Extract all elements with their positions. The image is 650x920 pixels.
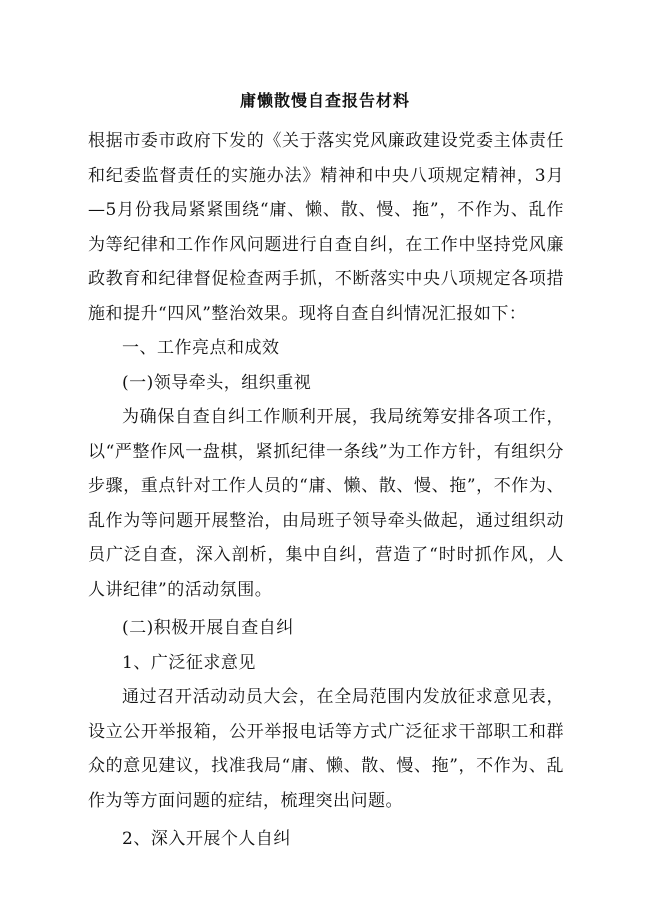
- body-paragraph-1: 为确保自查自纠工作顺利开展，我局统筹安排各项工作，以“严整作风一盘棋，紧抓纪律一条线”为工作方针，有组织分步骤，重点针对工作人员的“庸、懒、散、慢、拖”，不作为、乱作为等问题开展整治，由局班子领导牵头做起，通过组织动员广泛自查，深入剖析，集中自纠，营造了“时时抓作风，人人讲纪律”的活动氛围。: [88, 407, 564, 600]
- section-heading-1: 一、工作亮点和成效: [122, 338, 280, 358]
- item-heading-1: 1、广泛征求意见: [122, 652, 256, 673]
- intro-paragraph: 根据市委市政府下发的《关于落实党风廉政建设党委主体责任和纪委监督责任的实施办法》精神和中央八项规定精神，3月—5月份我局紧紧围绕“庸、懒、散、慢、拖”，不作为、乱作为等纪律和工作作风问题进行自查自纠，在工作中坚持党风廉政教育和纪律督促检查两手抓，不断落实中央八项规定各项措施和提升“四风”整治效果。现将自查自纠情况汇报如下：: [88, 131, 564, 324]
- body-paragraph-2: 通过召开活动动员大会，在全局范围内发放征求意见表，设立公开举报箱，公开举报电话等方式广泛征求干部职工和群众的意见建议，找准我局“庸、懒、散、慢、拖”，不作为、乱作为等方面问题的症结，梳理突出问题。: [88, 687, 564, 811]
- document-body: [88, 124, 564, 857]
- item-heading-2: 2、深入开展个人自纠: [122, 829, 291, 849]
- subsection-heading-1: (一)领导牵头，组织重视: [122, 372, 312, 393]
- subsection-heading-2: (二)积极开展自查自纠: [122, 618, 294, 638]
- document-title: 庸懒散慢自查报告材料: [239, 91, 410, 110]
